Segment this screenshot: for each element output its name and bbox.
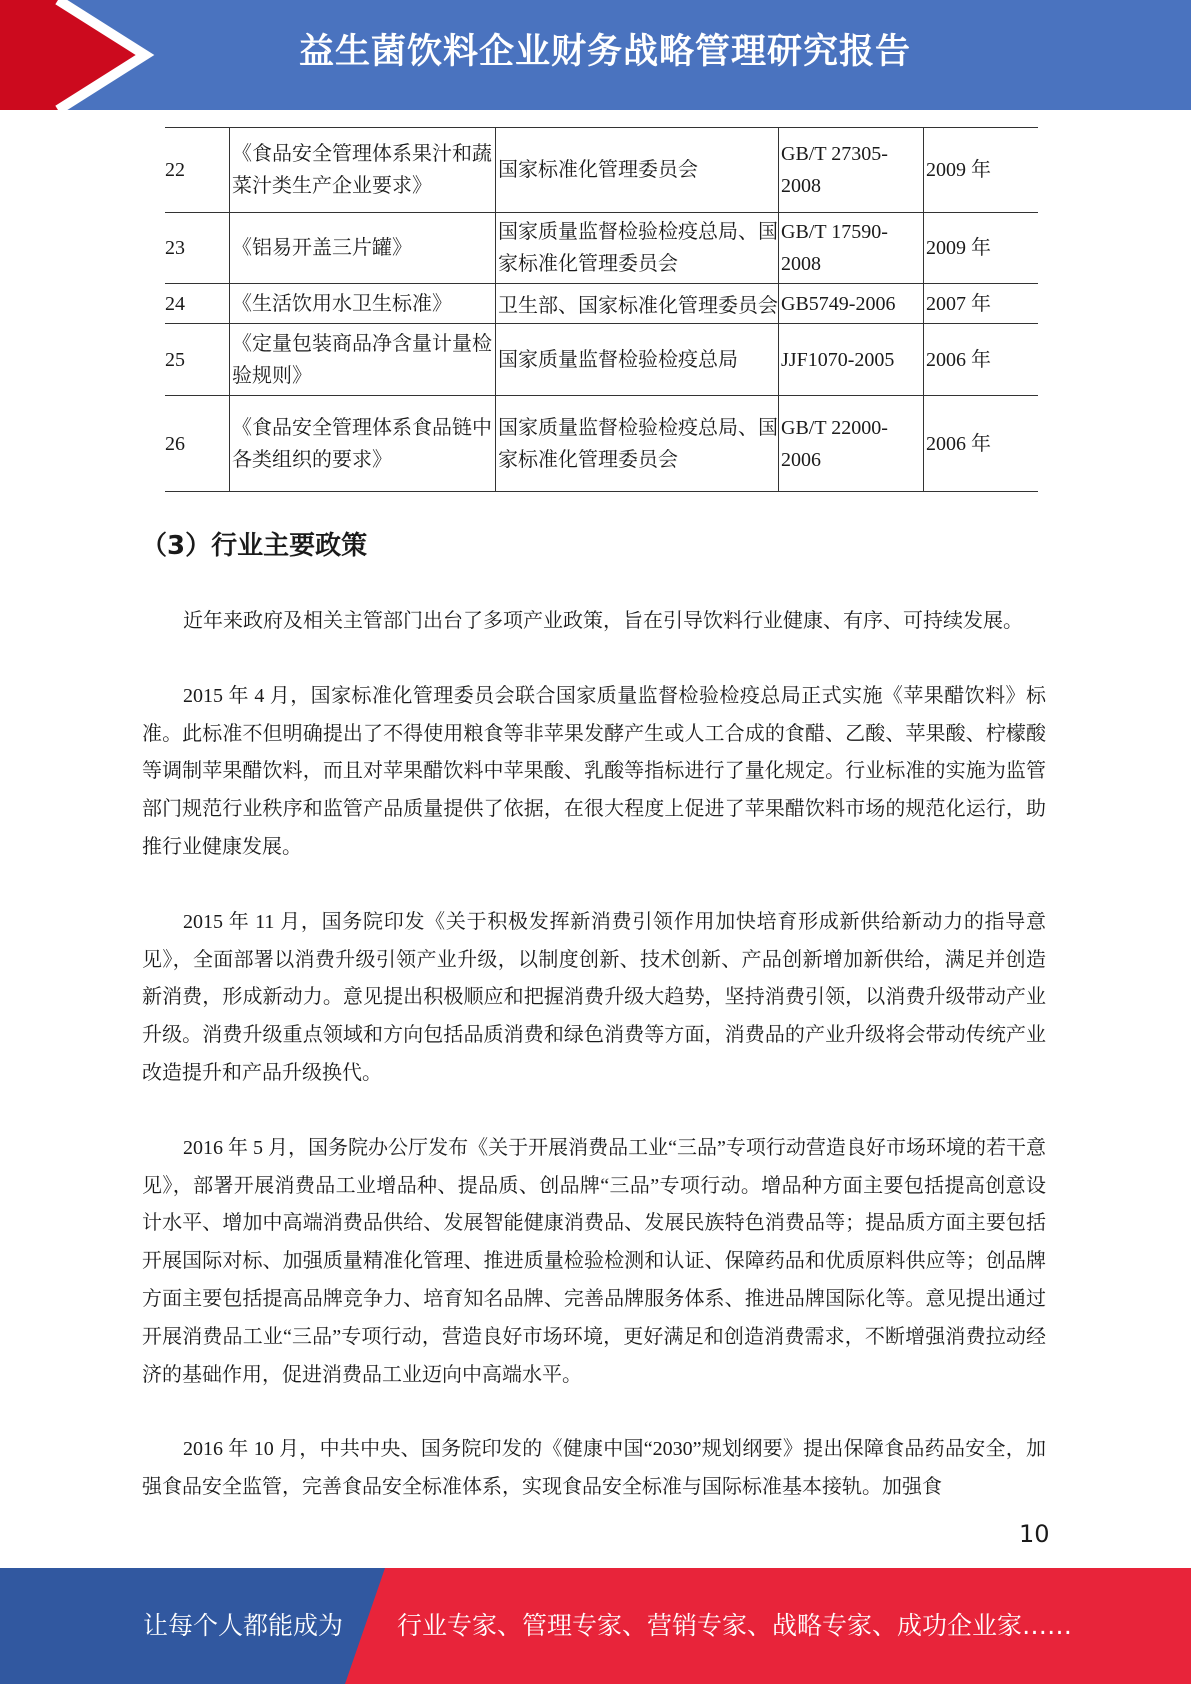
paragraph: 2015 年 4 月，国家标准化管理委员会联合国家质量监督检验检疫总局正式实施《苹果醋饮料》标准。此标准不但明确提出了不得使用粮食等非苹果发酵产生或人工合成的食醋、乙酸、苹果酸、柠檬酸等调制苹果醋饮料，而且对苹果醋饮料中苹果酸、乳酸等指标进行了量化规定。行业标准的实施为监管部门规范行业秩序和监管产品质量提供了依据，在很大程度上促进了苹果醋饮料市场的规范化运行，助推行业健康发展。 [142, 684, 1046, 858]
row-number: 22 [165, 128, 230, 213]
issuing-body: 国家质量监督检验检疫总局、国家标准化管理委员会 [496, 396, 779, 492]
paragraph: 2015 年 11 月，国务院印发《关于积极发挥新消费引领作用加快培育形成新供给新动力的指导意见》，全面部署以消费升级引领产业升级，以制度创新、技术创新、产品创新增加新供给，满足并创造新消费，形成新动力。意见提出积极顺应和把握消费升级大趋势，坚持消费引领，以消费升级带动产业升级。消费升级重点领域和方向包括品质消费和绿色消费等方面，消费品的产业升级将会带动传统产业改造提升和产品升级换代。 [142, 910, 1046, 1084]
standard-name: 《食品安全管理体系食品链中各类组织的要求》 [230, 396, 496, 492]
standard-code: GB/T 17590-2008 [779, 213, 924, 284]
row-number: 24 [165, 284, 230, 324]
standard-code: GB/T 22000-2006 [779, 396, 924, 492]
page-number: 10 [1019, 1520, 1050, 1548]
table-row [165, 396, 1038, 492]
table-row [165, 213, 1038, 284]
paragraph: 近年来政府及相关主管部门出台了多项产业政策，旨在引导饮料行业健康、有序、可持续发展。 [183, 610, 1023, 632]
report-title: 益生菌饮料企业财务战略管理研究报告 [298, 32, 911, 72]
page-header [0, 0, 1191, 110]
standard-code: GB5749-2006 [779, 284, 924, 324]
row-number: 26 [165, 396, 230, 492]
issuing-body: 国家质量监督检验检疫总局、国家标准化管理委员会 [496, 213, 779, 284]
effective-year: 2006 年 [924, 324, 1039, 396]
table-row [165, 128, 1038, 213]
standard-name: 《食品安全管理体系果汁和蔬菜汁类生产企业要求》 [230, 128, 496, 213]
standard-name: 《定量包装商品净含量计量检验规则》 [230, 324, 496, 396]
table-row [165, 284, 1038, 324]
row-number: 25 [165, 324, 230, 396]
standard-name: 《铝易开盖三片罐》 [230, 213, 496, 284]
standard-name: 《生活饮用水卫生标准》 [230, 284, 496, 324]
footer-slogan-left: 让每个人都能成为 [143, 1611, 344, 1640]
paragraph: 2016 年 10 月，中共中央、国务院印发的《健康中国“2030”规划纲要》提出保障食品药品安全，加强食品安全监管，完善食品安全标准体系，实现食品安全标准与国际标准基本接轨。加强食 [142, 1438, 1046, 1499]
body-text [142, 603, 1046, 1544]
standard-code: JJF1070-2005 [779, 324, 924, 396]
standards-table [165, 127, 1038, 492]
paragraph: 2016 年 5 月，国务院办公厅发布《关于开展消费品工业“三品”专项行动营造良好市场环境的若干意见》，部署开展消费品工业增品种、提品质、创品牌“三品”专项行动。增品种方面主要包括提高创意设计水平、增加中高端消费品供给、发展智能健康消费品、发展民族特色消费品等；提品质方面主要包括开展国际对标、加强质量精准化管理、推进质量检验检测和认证、保障药品和优质原料供应等；创品牌方面主要包括提高品牌竞争力、培育知名品牌、完善品牌服务体系、推进品牌国际化等。意见提出通过开展消费品工业“三品”专项行动，营造良好市场环境，更好满足和创造消费需求，不断增强消费拉动经济的基础作用，促进消费品工业迈向中高端水平。 [142, 1136, 1046, 1386]
table-row [165, 324, 1038, 396]
standard-code: GB/T 27305-2008 [779, 128, 924, 213]
page-footer [0, 1568, 1191, 1684]
issuing-body: 国家质量监督检验检疫总局 [496, 324, 779, 396]
row-number: 23 [165, 213, 230, 284]
effective-year: 2007 年 [924, 284, 1039, 324]
issuing-body: 国家标准化管理委员会 [496, 128, 779, 213]
footer-slogan-right: 行业专家、管理专家、营销专家、战略专家、成功企业家…… [397, 1611, 1073, 1640]
section-heading: （3）行业主要政策 [141, 531, 368, 561]
effective-year: 2006 年 [924, 396, 1039, 492]
issuing-body [496, 284, 779, 324]
effective-year: 2009 年 [924, 213, 1039, 284]
issuing-body-text: 卫生部、国家标准化管理委员会 [498, 294, 778, 317]
effective-year: 2009 年 [924, 128, 1039, 213]
